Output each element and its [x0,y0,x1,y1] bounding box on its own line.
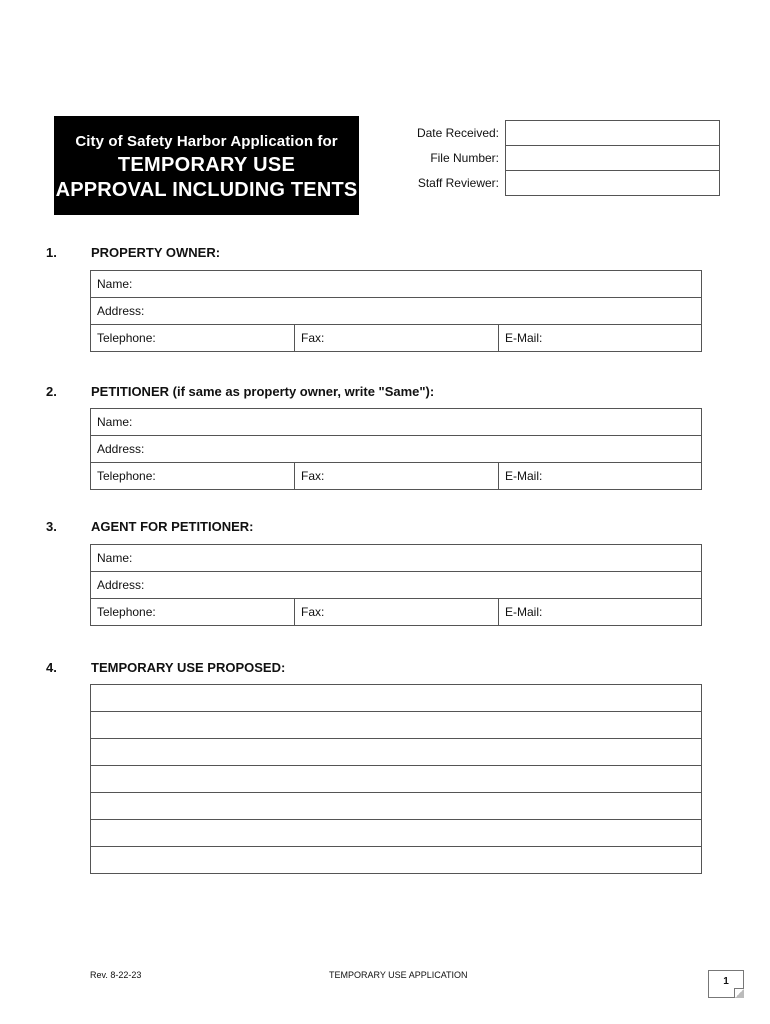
petitioner-fax-field[interactable]: Fax: [295,463,499,490]
revision-label: Rev. 8-22-23 [90,970,142,980]
footer-doc-title: TEMPORARY USE APPLICATION [329,970,468,980]
title-line-city: City of Safety Harbor Application for [75,133,338,150]
section-4-title: TEMPORARY USE PROPOSED: [91,660,286,675]
title-line-approval: APPROVAL INCLUDING TENTS [55,179,358,201]
petitioner-email-field[interactable]: E-Mail: [499,463,702,490]
date-received-label: Date Received: [376,121,506,146]
temporary-use-line[interactable] [91,847,702,874]
agent-table [90,544,702,626]
title-line-temporary-use: TEMPORARY USE [117,154,296,176]
owner-name-field[interactable]: Name: [91,271,702,298]
temporary-use-line[interactable] [91,685,702,712]
application-title-box [54,116,359,215]
date-received-field[interactable] [506,121,720,146]
section-2-number: 2. [46,384,57,399]
staff-reviewer-field[interactable] [506,171,720,196]
page-number: 1 [723,976,729,987]
section-1-title: PROPERTY OWNER: [91,245,221,260]
section-2-title-main: PETITIONER [91,384,170,399]
agent-address-field[interactable]: Address: [91,572,702,599]
owner-fax-field[interactable]: Fax: [295,325,499,352]
agent-fax-field[interactable]: Fax: [295,599,499,626]
agent-name-field[interactable]: Name: [91,545,702,572]
owner-telephone-field[interactable]: Telephone: [91,325,295,352]
office-use-table [376,120,720,196]
temporary-use-line[interactable] [91,793,702,820]
section-2-title-note: (if same as property owner, write "Same"): [172,384,435,399]
section-4-number: 4. [46,660,57,675]
agent-email-field[interactable]: E-Mail: [499,599,702,626]
temporary-use-line[interactable] [91,820,702,847]
temporary-use-line[interactable] [91,739,702,766]
temporary-use-line[interactable] [91,712,702,739]
temporary-use-table [90,684,702,874]
petitioner-address-field[interactable]: Address: [91,436,702,463]
section-2-title [91,384,434,399]
section-1-number: 1. [46,245,57,260]
page-number-tab [708,970,744,998]
agent-telephone-field[interactable]: Telephone: [91,599,295,626]
section-3-number: 3. [46,519,57,534]
file-number-field[interactable] [506,146,720,171]
owner-email-field[interactable]: E-Mail: [499,325,702,352]
petitioner-name-field[interactable]: Name: [91,409,702,436]
owner-address-field[interactable]: Address: [91,298,702,325]
page-curl-icon [734,988,744,998]
petitioner-telephone-field[interactable]: Telephone: [91,463,295,490]
property-owner-table [90,270,702,352]
file-number-label: File Number: [376,146,506,171]
staff-reviewer-label: Staff Reviewer: [376,171,506,196]
section-3-title: AGENT FOR PETITIONER: [91,519,254,534]
petitioner-table [90,408,702,490]
temporary-use-line[interactable] [91,766,702,793]
